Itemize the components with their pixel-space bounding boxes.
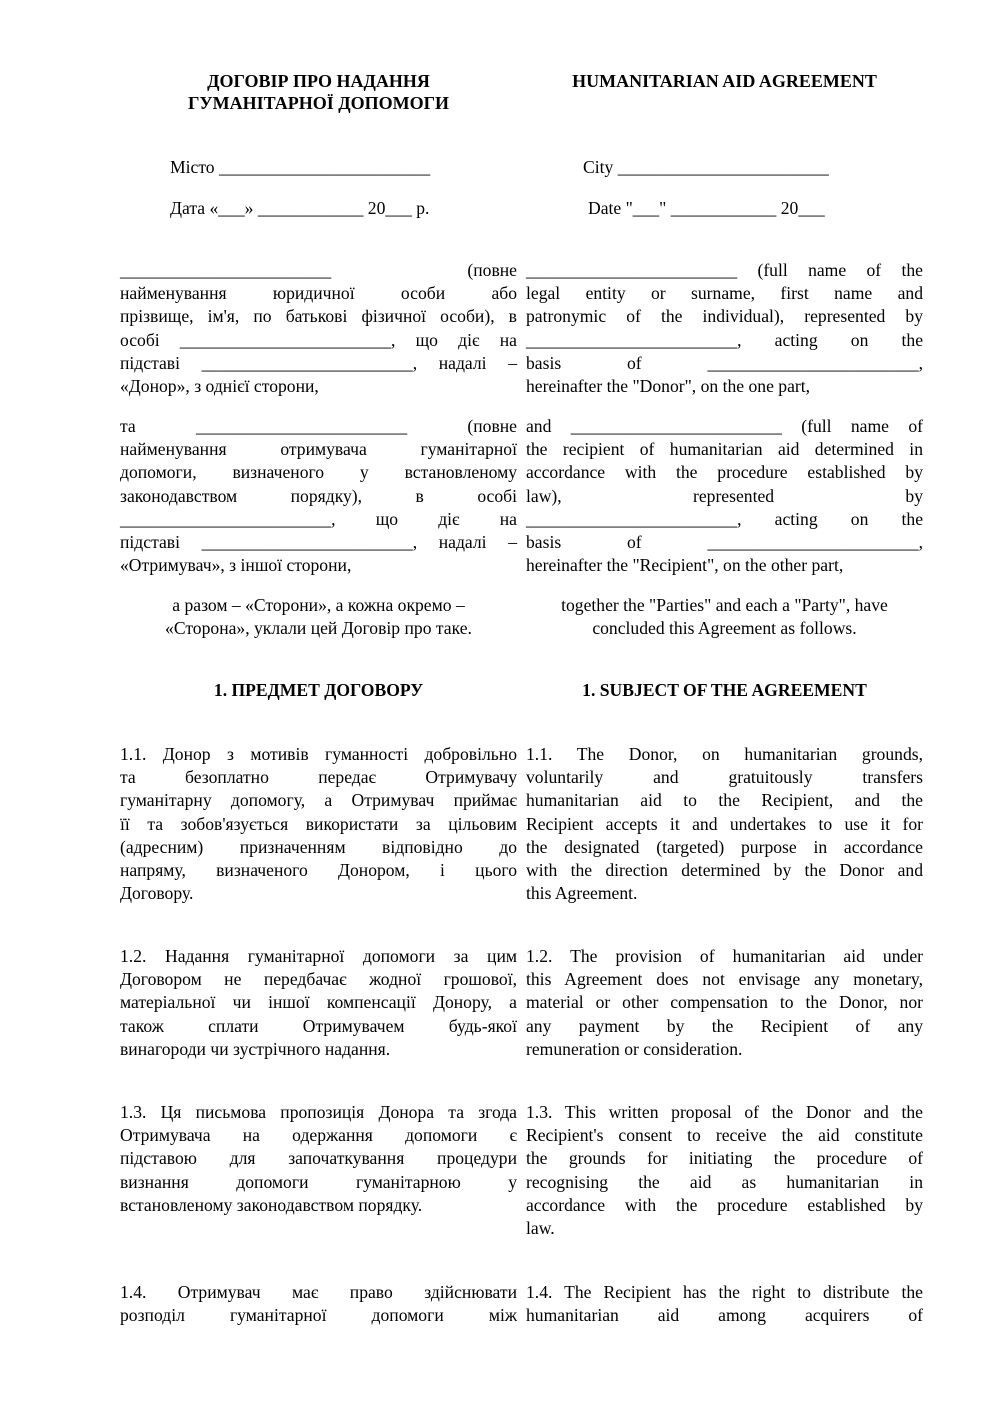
text-line: та ________________________ (повне <box>120 416 517 436</box>
text-line: the designated (targeted) purpose in accordance <box>526 836 923 857</box>
text-line: прізвище, ім'я, по батькові фізичної особи), в <box>120 306 517 327</box>
section-heading-uk: 1. ПРЕДМЕТ ДОГОВОРУ <box>213 680 424 700</box>
text-line: 1.4. The Recipient has the right to distribute the <box>526 1282 923 1302</box>
text-line: підставі ________________________, надалі – <box>120 532 517 553</box>
text-line: this Agreement does not envisage any monetary, <box>526 969 923 990</box>
recipient-paragraph-uk <box>120 415 517 577</box>
title-en: HUMANITARIAN AID AGREEMENT <box>572 71 877 91</box>
text-line: найменування юридичної особи або <box>120 283 517 304</box>
date-field-uk: Дата «___» ____________ 20___ р. <box>170 198 430 218</box>
text-line: 1.1. Донор з мотивів гуманності добровільно <box>120 744 517 764</box>
clause-uk <box>120 945 517 1061</box>
recipient-paragraph-en <box>526 415 923 577</box>
clause-en <box>526 1281 923 1327</box>
text-line: hereinafter the "Recipient", on the other part, <box>526 555 844 576</box>
clause-uk <box>120 743 517 905</box>
text-line: встановленому законодавством порядку. <box>120 1194 423 1215</box>
text-line: та безоплатно передає Отримувачу <box>120 767 517 788</box>
text-line: ________________________, acting on the <box>526 329 923 350</box>
text-line: humanitarian aid to the Recipient, and the <box>526 790 923 811</box>
text-line: розподіл гуманітарної допомоги між <box>120 1305 517 1326</box>
text-line: and ________________________ (full name of <box>526 416 923 436</box>
text-line: recognising the aid as humanitarian in <box>526 1171 923 1192</box>
clause-en <box>526 945 923 1061</box>
clause-en <box>526 743 923 905</box>
text-line: ________________________, що діє на <box>120 508 517 529</box>
text-line: the recipient of humanitarian aid determined in <box>526 439 923 460</box>
text-line: (адресним) призначенням відповідно до <box>120 836 517 857</box>
text-line: Recipient accepts it and undertakes to use it for <box>526 813 923 834</box>
text-line: законодавством порядку), в особі <box>120 485 517 506</box>
text-line: Договору. <box>120 883 194 904</box>
text-line: також сплати Отримувачем будь-якої <box>120 1015 517 1036</box>
text-line: law), represented by <box>526 485 923 506</box>
text-line: її та зобов'язується використати за цільовим <box>120 813 517 834</box>
text-line: 1.2. Надання гуманітарної допомоги за цим <box>120 946 517 966</box>
text-line: 1.2. The provision of humanitarian aid under <box>526 946 923 966</box>
donor-paragraph-en <box>526 259 923 398</box>
text-line: basis of ________________________, <box>526 532 923 553</box>
text-line: concluded this Agreement as follows. <box>592 618 857 639</box>
text-line: Отримувача на одержання допомоги є <box>120 1125 517 1146</box>
parties-paragraph-en <box>526 594 923 640</box>
text-line: basis of ________________________, <box>526 352 923 373</box>
title-uk-line-1: ДОГОВІР ПРО НАДАННЯ <box>207 71 430 91</box>
text-line: Договором не передбачає жодної грошової, <box>120 969 517 990</box>
title-uk-line-2: ГУМАНІТАРНОЇ ДОПОМОГИ <box>187 93 450 113</box>
text-line: визнання допомоги гуманітарною у <box>120 1171 517 1192</box>
date-field-en: Date "___" ____________ 20___ <box>588 198 825 218</box>
text-line: hereinafter the "Donor", on the one part, <box>526 376 811 397</box>
text-line: 1.4. Отримувач має право здійснювати <box>120 1282 517 1302</box>
text-line: legal entity or surname, first name and <box>526 283 923 304</box>
text-line: 1.3. Ця письмова пропозиція Донора та згода <box>120 1102 517 1122</box>
text-line: remuneration or consideration. <box>526 1038 743 1059</box>
text-line: ________________________ (повне <box>120 260 517 280</box>
text-line: material or other compensation to the Donor, nor <box>526 992 923 1013</box>
text-line: accordance with the procedure established by <box>526 1194 923 1215</box>
text-line: ________________________, acting on the <box>526 508 923 529</box>
parties-paragraph-uk <box>120 594 517 640</box>
text-line: підставі ________________________, надалі – <box>120 352 517 373</box>
text-line: підставою для започаткування процедури <box>120 1148 517 1169</box>
text-line: patronymic of the individual), represented by <box>526 306 923 327</box>
text-line: напряму, визначеного Донором, і цього <box>120 860 517 881</box>
donor-paragraph-uk <box>120 259 517 398</box>
text-line: а разом – «Сторони», а кожна окремо – <box>172 595 465 615</box>
section-heading-en: 1. SUBJECT OF THE AGREEMENT <box>582 680 867 700</box>
text-line: «Отримувач», з іншої сторони, <box>120 555 352 576</box>
text-line: особі ________________________, що діє на <box>120 329 517 350</box>
text-line: the grounds for initiating the procedure of <box>526 1148 923 1169</box>
clause-en <box>526 1101 923 1240</box>
text-line: law. <box>526 1218 555 1239</box>
text-line: «Сторона», уклали цей Договір про таке. <box>165 618 472 639</box>
text-line: винагороди чи зустрічного надання. <box>120 1038 391 1059</box>
text-line: гуманітарну допомогу, а Отримувач приймає <box>120 790 517 811</box>
text-line: voluntarily and gratuitously transfers <box>526 767 923 788</box>
text-line: humanitarian aid among acquirers of <box>526 1305 923 1326</box>
text-line: this Agreement. <box>526 883 638 904</box>
text-line: матеріальної чи іншої компенсації Донору, а <box>120 992 517 1013</box>
text-line: with the direction determined by the Donor and <box>526 860 923 881</box>
text-line: допомоги, визначеного у встановленому <box>120 462 517 483</box>
text-line: 1.1. The Donor, on humanitarian grounds, <box>526 744 923 764</box>
city-field-en: City ________________________ <box>583 157 829 177</box>
text-line: найменування отримувача гуманітарної <box>120 439 517 460</box>
city-field-uk: Місто ________________________ <box>170 157 431 177</box>
title-uk <box>120 70 517 114</box>
text-line: Recipient's consent to receive the aid constitute <box>526 1125 923 1146</box>
clause-uk <box>120 1101 517 1217</box>
clause-uk <box>120 1281 517 1327</box>
text-line: 1.3. This written proposal of the Donor and the <box>526 1102 923 1122</box>
text-line: together the "Parties" and each a "Party", have <box>561 595 888 615</box>
text-line: any payment by the Recipient of any <box>526 1015 923 1036</box>
text-line: accordance with the procedure established by <box>526 462 923 483</box>
text-line: «Донор», з однієї сторони, <box>120 376 319 397</box>
text-line: ________________________ (full name of the <box>526 260 923 280</box>
